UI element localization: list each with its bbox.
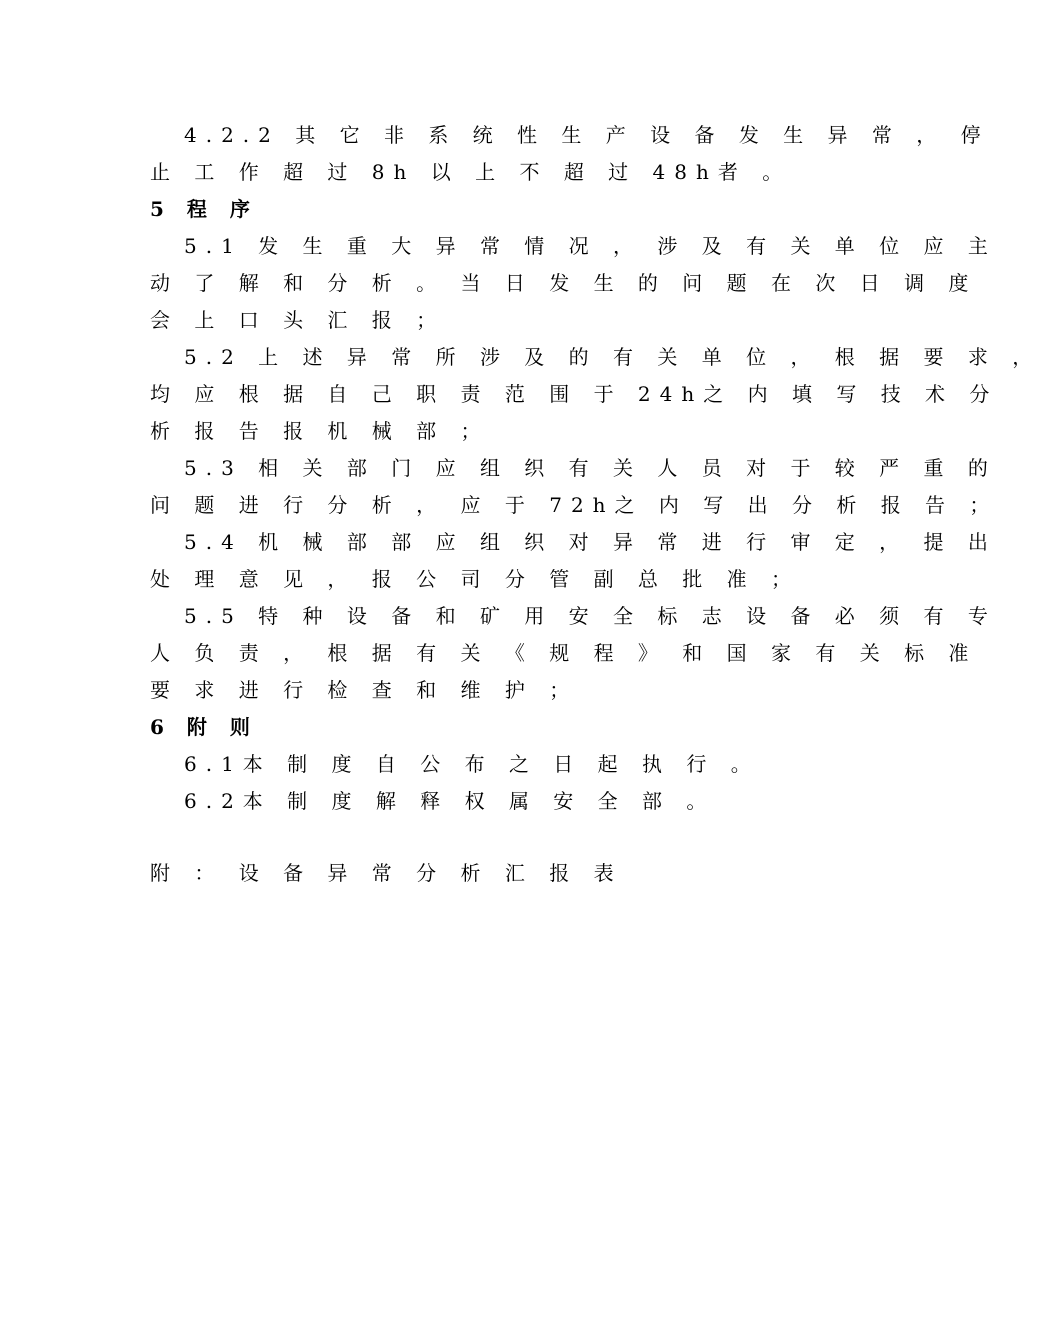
document-body <box>150 117 1041 892</box>
section-heading-5: 5 程 序 <box>150 197 258 221</box>
paragraph-5-2-line-2: 均 应 根 据 自 己 职 责 范 围 于 24h之 内 填 写 技 术 分 <box>150 382 999 406</box>
paragraph-5-4-line-1: 5.4 机 械 部 部 应 组 织 对 异 常 进 行 审 定 ， 提 出 <box>184 530 997 554</box>
paragraph-5-2-line-3: 析 报 告 报 机 械 部 ； <box>150 419 490 443</box>
paragraph-5-1-line-2: 动 了 解 和 分 析 。 当 日 发 生 的 问 题 在 次 日 调 度 <box>150 271 978 295</box>
paragraph-5-4-line-2: 处 理 意 见 ， 报 公 司 分 管 副 总 批 准 ； <box>150 567 801 591</box>
paragraph-5-3-line-1: 5.3 相 关 部 门 应 组 织 有 关 人 员 对 于 较 严 重 的 <box>184 456 997 480</box>
paragraph-5-1-line-1: 5.1 发 生 重 大 异 常 情 况 ， 涉 及 有 关 单 位 应 主 <box>184 234 997 258</box>
section-heading-6: 6 附 则 <box>150 715 258 739</box>
paragraph-5-1-line-3: 会 上 口 头 汇 报 ； <box>150 308 446 332</box>
paragraph-5-5-line-1: 5.5 特 种 设 备 和 矿 用 安 全 标 志 设 备 必 须 有 专 <box>184 604 997 628</box>
paragraph-5-5-line-2: 人 负 责 ， 根 据 有 关 《 规 程 》 和 国 家 有 关 标 准 <box>150 641 978 665</box>
paragraph-6-2: 6.2本 制 度 解 释 权 属 安 全 部 。 <box>184 789 716 813</box>
paragraph-4-2-2-line-1: 4.2.2 其 它 非 系 统 性 生 产 设 备 发 生 异 常 ， 停 <box>184 123 990 147</box>
paragraph-5-2-line-1: 5.2 上 述 异 常 所 涉 及 的 有 关 单 位 ， 根 据 要 求 ， <box>184 345 1041 369</box>
appendix-line: 附 ： 设 备 异 常 分 析 汇 报 表 <box>150 861 623 885</box>
blank-line <box>150 820 810 855</box>
paragraph-5-3-line-2: 问 题 进 行 分 析 ， 应 于 72h之 内 写 出 分 析 报 告 ； <box>150 493 999 517</box>
paragraph-5-5-line-3: 要 求 进 行 检 查 和 维 护 ； <box>150 678 579 702</box>
paragraph-6-1: 6.1本 制 度 自 公 布 之 日 起 执 行 。 <box>184 752 760 776</box>
paragraph-4-2-2-line-2: 止 工 作 超 过 8h 以 上 不 超 过 48h者 。 <box>150 160 792 184</box>
